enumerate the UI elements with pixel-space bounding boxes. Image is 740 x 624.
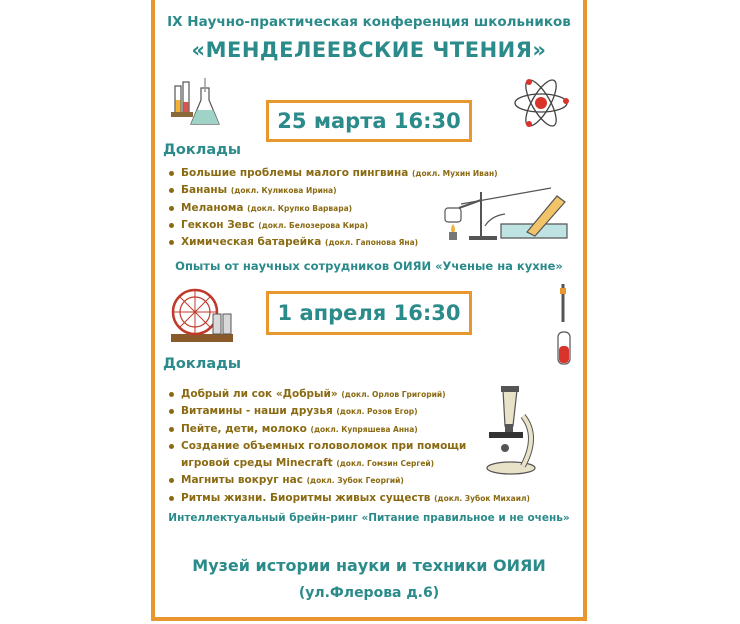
conference-subtitle: IX Научно-практическая конференция школьников — [167, 14, 571, 30]
talk-list-day2 — [181, 386, 530, 507]
wimshurst-machine-icon — [167, 284, 237, 346]
day1-extra-event: Опыты от научных сотрудников ОИЯИ «Ученые на кухне» — [175, 259, 563, 273]
list-item: игровой среды Minecraft (докл. Гомзин Сергей) — [181, 457, 435, 470]
date-day1: 25 марта 16:30 — [266, 100, 472, 142]
section-title-day1: Доклады — [163, 142, 241, 158]
section-title-day2: Доклады — [163, 356, 241, 372]
day2-extra-event: Интеллектуальный брейн-ринг «Питание правильное и не очень» — [168, 512, 570, 524]
list-item: Ритмы жизни. Биоритмы живых существ (докл. Зубок Михаил) — [181, 490, 530, 507]
burner-setup-icon — [441, 186, 575, 244]
list-item: Химическая батарейка (докл. Гапонова Яна) — [181, 234, 498, 251]
list-item: Большие проблемы малого пингвина (докл. Мухин Иван) — [181, 165, 498, 182]
microscope-icon — [483, 386, 543, 476]
list-item: Создание объемных головоломок при помощи — [181, 438, 530, 455]
list-item: Меланома (докл. Крупко Варвара) — [181, 200, 498, 217]
list-item: Пейте, дети, молоко (докл. Купряшева Анна) — [181, 421, 530, 438]
conference-title: «МЕНДЕЛЕЕВСКИЕ ЧТЕНИЯ» — [191, 38, 547, 62]
list-item: Витамины - наши друзья (докл. Розов Егор) — [181, 403, 530, 420]
list-item: Геккон Зевс (докл. Белозерова Кира) — [181, 217, 498, 234]
list-item: Бананы (докл. Куликова Ирина) — [181, 182, 498, 199]
venue-name: Музей истории науки и техники ОИЯИ — [192, 556, 546, 575]
poster — [151, 0, 587, 621]
list-item: Добрый ли сок «Добрый» (докл. Орлов Григорий) — [181, 386, 530, 403]
venue-address: (ул.Флерова д.6) — [298, 585, 440, 601]
flasks-icon — [169, 78, 229, 130]
date-day2: 1 апреля 16:30 — [266, 291, 472, 335]
atom-icon — [511, 74, 571, 132]
list-item: Магниты вокруг нас (докл. Зубок Георгий) — [181, 472, 530, 489]
pipette-tube-icon — [553, 284, 577, 366]
